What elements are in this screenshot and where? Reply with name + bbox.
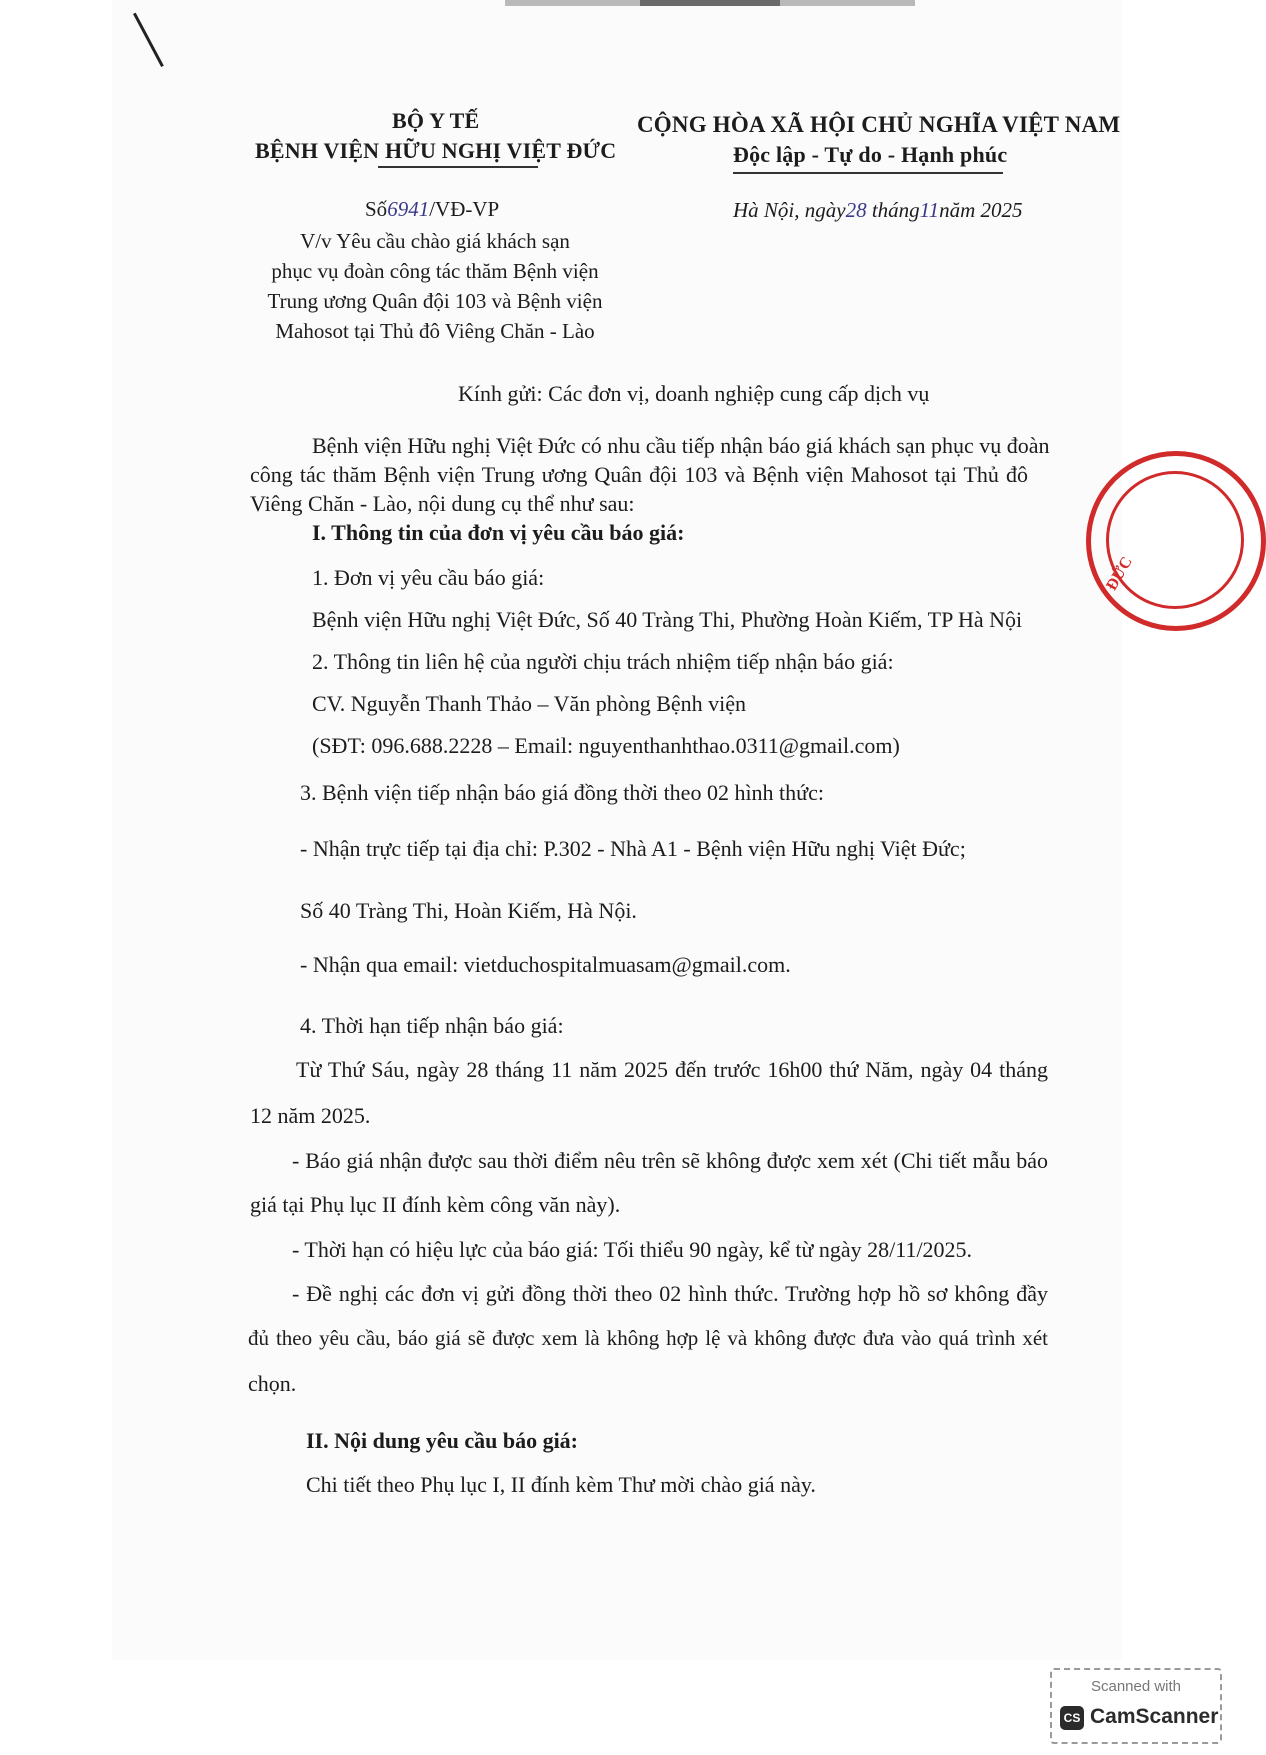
national-motto: Độc lập - Tự do - Hạnh phúc bbox=[733, 142, 1008, 167]
camscanner-watermark bbox=[1050, 1668, 1222, 1744]
date-day: 28 bbox=[845, 198, 867, 222]
item3-email: - Nhận qua email: vietduchospitalmuasam@gmail.com. bbox=[300, 952, 791, 977]
subject-line: V/v Yêu cầu chào giá khách sạn bbox=[300, 229, 570, 253]
doc-no-handwritten: 6941 bbox=[387, 197, 430, 221]
stamp-inner-ring bbox=[1106, 471, 1244, 609]
motto-underline bbox=[733, 172, 1003, 174]
note-line: - Thời hạn có hiệu lực của báo giá: Tối thiểu 90 ngày, kể từ ngày 28/11/2025. bbox=[292, 1237, 973, 1262]
item1-value: Bệnh viện Hữu nghị Việt Đức, Số 40 Tràng Thi, Phường Hoàn Kiếm, TP Hà Nội bbox=[312, 607, 1023, 632]
item2-person: CV. Nguyễn Thanh Thảo – Văn phòng Bệnh viện bbox=[312, 691, 747, 716]
document-number bbox=[365, 197, 499, 222]
section2-heading: II. Nội dung yêu cầu báo giá: bbox=[306, 1428, 579, 1453]
section2-text: Chi tiết theo Phụ lục I, II đính kèm Thư mời chào giá này. bbox=[306, 1472, 816, 1497]
subject-line: Trung ương Quân đội 103 và Bệnh viện bbox=[267, 289, 603, 313]
date-mid: tháng bbox=[871, 198, 920, 222]
note-line: đủ theo yêu cầu, báo giá sẽ được xem là không hợp lệ và không được đưa vào quá trình xét bbox=[248, 1326, 1048, 1350]
intro-line: Viêng Chăn - Lào, nội dung cụ thể như sau: bbox=[250, 491, 635, 516]
item1-label: 1. Đơn vị yêu cầu báo giá: bbox=[312, 565, 545, 590]
scanned-with-label: Scanned with bbox=[1090, 1678, 1182, 1695]
issue-date bbox=[733, 198, 1023, 223]
recipient-line: Kính gửi: Các đơn vị, doanh nghiệp cung cấp dịch vụ bbox=[458, 381, 930, 406]
item3-address: Số 40 Tràng Thi, Hoàn Kiếm, Hà Nội. bbox=[300, 898, 637, 923]
item4-label: 4. Thời hạn tiếp nhận báo giá: bbox=[300, 1013, 564, 1038]
hospital-underline bbox=[378, 166, 538, 168]
date-month: 11 bbox=[919, 198, 940, 222]
item3-direct: - Nhận trực tiếp tại địa chỉ: P.302 - Nhà A1 - Bệnh viện Hữu nghị Việt Đức; bbox=[300, 836, 966, 861]
note-line: chọn. bbox=[248, 1371, 297, 1396]
camscanner-name: CamScanner bbox=[1090, 1705, 1219, 1728]
item2-label: 2. Thông tin liên hệ của người chịu trách nhiệm tiếp nhận báo giá: bbox=[312, 649, 894, 674]
intro-line: Bệnh viện Hữu nghị Việt Đức có nhu cầu tiếp nhận báo giá khách sạn phục vụ đoàn bbox=[312, 433, 1050, 458]
item4-line: 12 năm 2025. bbox=[250, 1103, 371, 1128]
note-line: - Báo giá nhận được sau thời điểm nêu trên sẽ không được xem xét (Chi tiết mẫu báo bbox=[292, 1148, 1048, 1173]
country-name: CỘNG HÒA XÃ HỘI CHỦ NGHĨA VIỆT NAM bbox=[637, 112, 1121, 137]
note-line: - Đề nghị các đơn vị gửi đồng thời theo 02 hình thức. Trường hợp hồ sơ không đầy bbox=[292, 1281, 1048, 1306]
date-prefix: Hà Nội, ngày bbox=[733, 198, 846, 222]
doc-no-prefix: Số bbox=[365, 197, 388, 221]
scan-edge-dark bbox=[640, 0, 780, 6]
intro-line: công tác thăm Bệnh viện Trung ương Quân đội 103 và Bệnh viện Mahosot tại Thủ đô bbox=[250, 462, 1028, 487]
section1-heading: I. Thông tin của đơn vị yêu cầu báo giá: bbox=[312, 520, 685, 545]
item4-line: Từ Thứ Sáu, ngày 28 tháng 11 năm 2025 đến trước 16h00 thứ Năm, ngày 04 tháng bbox=[296, 1057, 1048, 1082]
stamp-text: ĐỨC bbox=[1103, 553, 1136, 594]
item3-label: 3. Bệnh viện tiếp nhận báo giá đồng thời theo 02 hình thức: bbox=[300, 780, 824, 805]
hospital-name: BỆNH VIỆN HỮU NGHỊ VIỆT ĐỨC bbox=[255, 138, 617, 163]
document-subject bbox=[225, 226, 645, 346]
ministry-name: BỘ Y TẾ bbox=[392, 108, 480, 133]
camscanner-logo-icon: CS bbox=[1060, 1706, 1084, 1730]
note-line: giá tại Phụ lục II đính kèm công văn này). bbox=[250, 1192, 621, 1217]
item2-contact: (SĐT: 096.688.2228 – Email: nguyenthanhthao.0311@gmail.com) bbox=[312, 733, 900, 758]
official-stamp bbox=[1080, 445, 1136, 635]
subject-line: Mahosot tại Thủ đô Viêng Chăn - Lào bbox=[275, 319, 595, 343]
date-suffix: năm 2025 bbox=[939, 198, 1023, 222]
subject-line: phục vụ đoàn công tác thăm Bệnh viện bbox=[271, 259, 599, 283]
doc-no-suffix: /VĐ-VP bbox=[429, 197, 500, 221]
